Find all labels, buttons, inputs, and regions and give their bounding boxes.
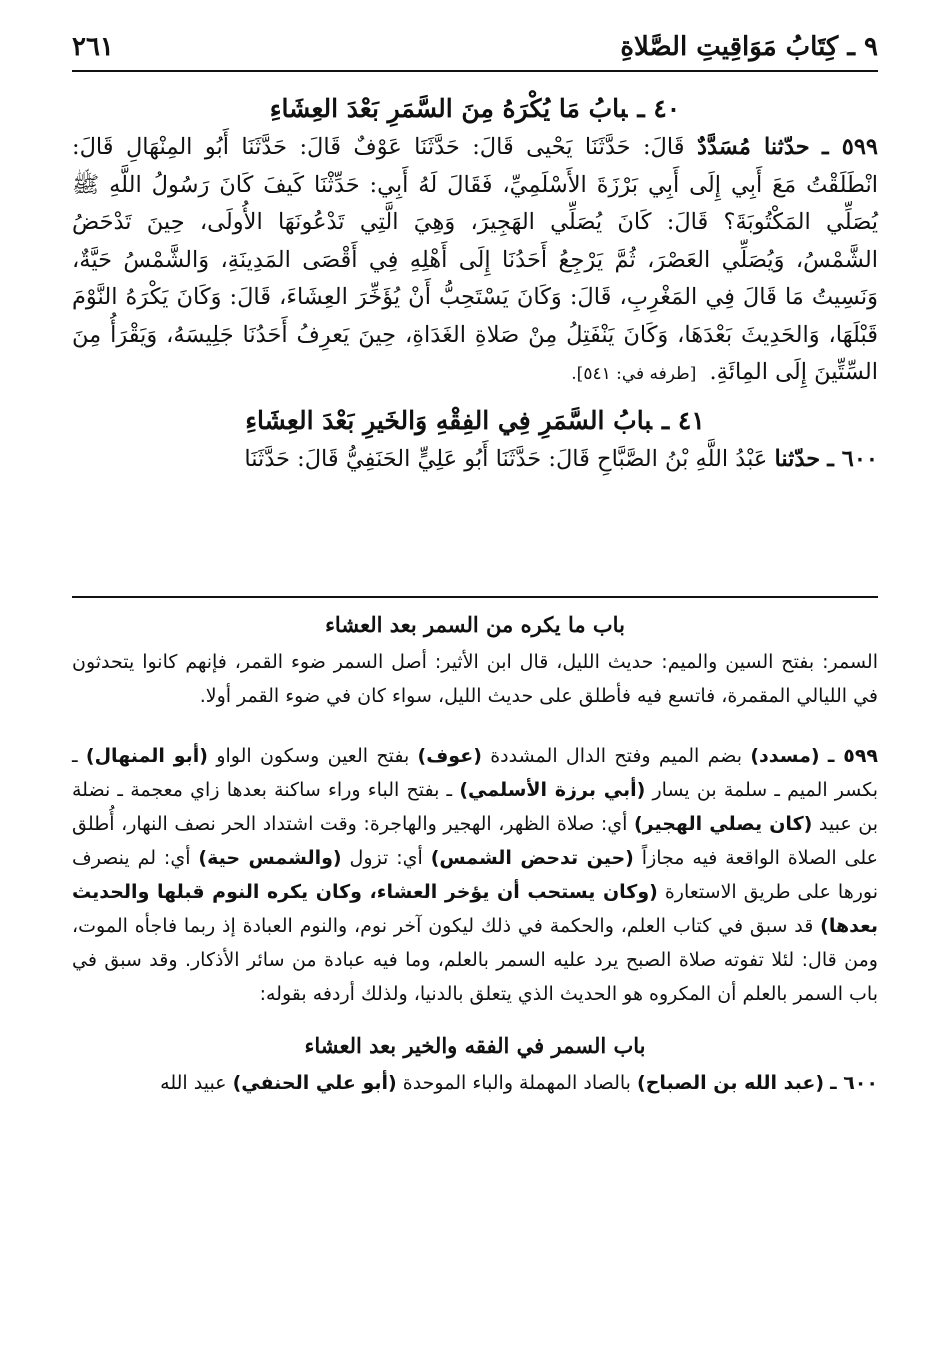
hadith-lead: حدّثنا مُسَدَّدٌ bbox=[696, 134, 810, 160]
commentary-term: (أبو المنهال) bbox=[85, 745, 208, 767]
commentary-text: بالصاد المهملة والباء الموحدة bbox=[402, 1072, 631, 1094]
commentary-text: ـ بفتح الباء وراء ساكنة بعدها زاي معجمة ـ نضلة بن عبيد bbox=[72, 779, 878, 835]
chapter-heading-41 bbox=[72, 406, 878, 435]
commentary-heading: باب ما يكره من السمر بعد العشاء bbox=[325, 612, 625, 637]
commentary-number: ٥٩٩ ـ bbox=[827, 745, 879, 767]
commentary-term: (والشمس حية) bbox=[198, 847, 342, 869]
commentary-term: (وكان يستحب أن يؤخر العشاء، وكان يكره النوم قبلها والحديث بعدها) bbox=[72, 881, 878, 937]
hadith-599 bbox=[72, 129, 878, 394]
hadith-number: ٦٠٠ ـ bbox=[827, 445, 878, 472]
commentary-term: (عوف) bbox=[417, 745, 482, 767]
commentary-text: بفتح العين وسكون الواو bbox=[216, 745, 410, 767]
hadith-lead: حدّثنا bbox=[774, 445, 821, 472]
hadith-text-section bbox=[72, 94, 878, 478]
hadith-body: قَالَ: حَدَّثَنَا يَحْيى قَالَ: حَدَّثَنَا عَوْفٌ قَالَ: حَدَّثَنَا أَبُو المِنْهَالِ قَالَ: انْطَلَقْتُ مَعَ أَبِي إِلَى أَبِي بَرْزَةَ الأَسْلَمِيِّ، فَقَالَ لَهُ أَبِي: حَدِّثْنَا كَيفَ كَانَ رَسُولُ اللَّهِ ﷺ يُصَلِّي المَكْتُوبَةَ؟ قَالَ: كَانَ يُصَلِّي الهَجِيرَ، وَهِيَ الَّتِي تَدْعُونَهَا الأُولَى، حِينَ تَدْحَضُ الشَّمْسُ، وَيُصَلِّي العَصْرَ، ثُمَّ يَرْجِعُ أَحَدُنَا إِلَى أَهْلِهِ فِي أَقْصَى المَدِينَةِ، وَالشَّمْسُ حَيَّةٌ، وَنَسِيتُ مَا قَالَ فِي المَغْرِبِ، قَالَ: وَكَانَ يَسْتَحِبُّ أَنْ يُؤَخِّرَ العِشَاءَ، قَالَ: وَكَانَ يَكْرَهُ النَّوْمَ قَبْلَهَا، وَالحَدِيثَ بَعْدَهَا، وَكَانَ يَنْفَتِلُ مِنْ صَلاةِ الغَدَاةِ، حِينَ يَعرِفُ أَحَدُنَا جَلِيسَهُ، وَيَقْرَأُ مِنَ السِّتِّينَ إِلَى المِائَةِ. bbox=[72, 134, 878, 385]
chapter-number: ٤١ ـ bbox=[661, 405, 705, 435]
commentary-term: (مسدد) bbox=[750, 745, 820, 767]
commentary-paragraph: السمر: بفتح السين والميم: حديث الليل، قال ابن الأثير: أصل السمر ضوء القمر، فإنهم كانوا يتحدثون في الليالي المقمرة، فاتسع فيه فأطلق على حديث الليل، سواء كان في ضوء القمر أولا. bbox=[72, 651, 878, 707]
commentary-section bbox=[72, 612, 878, 1100]
header-rule bbox=[72, 70, 878, 72]
chapter-title: بابُ السَّمَرِ فِي الفِقْهِ وَالخَيرِ بَعْدَ العِشَاءِ bbox=[245, 405, 652, 435]
chapter-number: ٤٠ ـ bbox=[637, 94, 681, 123]
commentary-term: (أبو علي الحنفي) bbox=[232, 1072, 397, 1094]
commentary-text: أي: صلاة الظهر، الهجير والهاجرة: وقت اشتداد الحر نصف النهار، أُطلق على الصلاة الواقعة فيه مجازاً bbox=[72, 813, 879, 869]
hadith-600 bbox=[72, 441, 878, 479]
hadith-body: عَبْدُ اللَّهِ بْنُ الصَّبَّاحِ قَالَ: حَدَّثَنَا أَبُو عَلِيٍّ الحَنَفِيُّ قَالَ: حَدَّثَنَا bbox=[244, 445, 768, 472]
commentary-term: (كان يصلي الهجير) bbox=[633, 813, 813, 835]
commentary-text: قد سبق في كتاب العلم، والحكمة في ذلك ليكون آخر نوم، والنوم العبادة إذ ربما فاجأه الموت، ومن قال: لئلا تفوته صلاة الصبح يرد عليه السمر بالعلم، وما فيه عبادة من سائر الأذكار. وقد سبق في باب السمر بالعلم أن المكروه هو الحديث الذي يتعلق بالدنيا، ولذلك أردفه بقوله: bbox=[72, 915, 878, 1005]
running-title: ٩ ـ كِتَابُ مَوَاقِيتِ الصَّلاةِ bbox=[620, 32, 878, 62]
commentary-term: (عبد الله بن الصباح) bbox=[637, 1072, 825, 1094]
commentary-term: (أبي برزة الأسلمي) bbox=[459, 779, 646, 801]
commentary-text: أي: لم ينصرف نورها على طريق الاستعارة bbox=[72, 847, 878, 903]
commentary-text: عبيد الله bbox=[160, 1072, 227, 1094]
chapter-title: بابُ مَا يُكْرَهُ مِنَ السَّمَرِ بَعْدَ العِشَاءِ bbox=[269, 94, 628, 123]
commentary-hadith-600 bbox=[72, 1066, 878, 1100]
page-header bbox=[72, 26, 878, 72]
commentary-text: ـ بكسر الميم ـ سلمة بن يسار bbox=[72, 745, 879, 801]
commentary-text: أي: تزول bbox=[349, 847, 423, 869]
commentary-text: بضم الميم وفتح الدال المشددة bbox=[490, 745, 743, 767]
commentary-number: ٦٠٠ ـ bbox=[830, 1072, 878, 1094]
commentary-term: (حين تدحض الشمس) bbox=[430, 847, 634, 869]
cross-reference: [طرفه في: ٥٤١]. bbox=[571, 364, 697, 384]
hadith-number: ٥٩٩ ـ bbox=[822, 134, 879, 160]
commentary-heading: باب السمر في الفقه والخير بعد العشاء bbox=[304, 1033, 646, 1058]
chapter-heading-40 bbox=[72, 94, 878, 123]
page-number: ٢٦١ bbox=[72, 32, 114, 62]
commentary-hadith-599 bbox=[72, 739, 878, 1011]
section-divider bbox=[72, 596, 878, 598]
